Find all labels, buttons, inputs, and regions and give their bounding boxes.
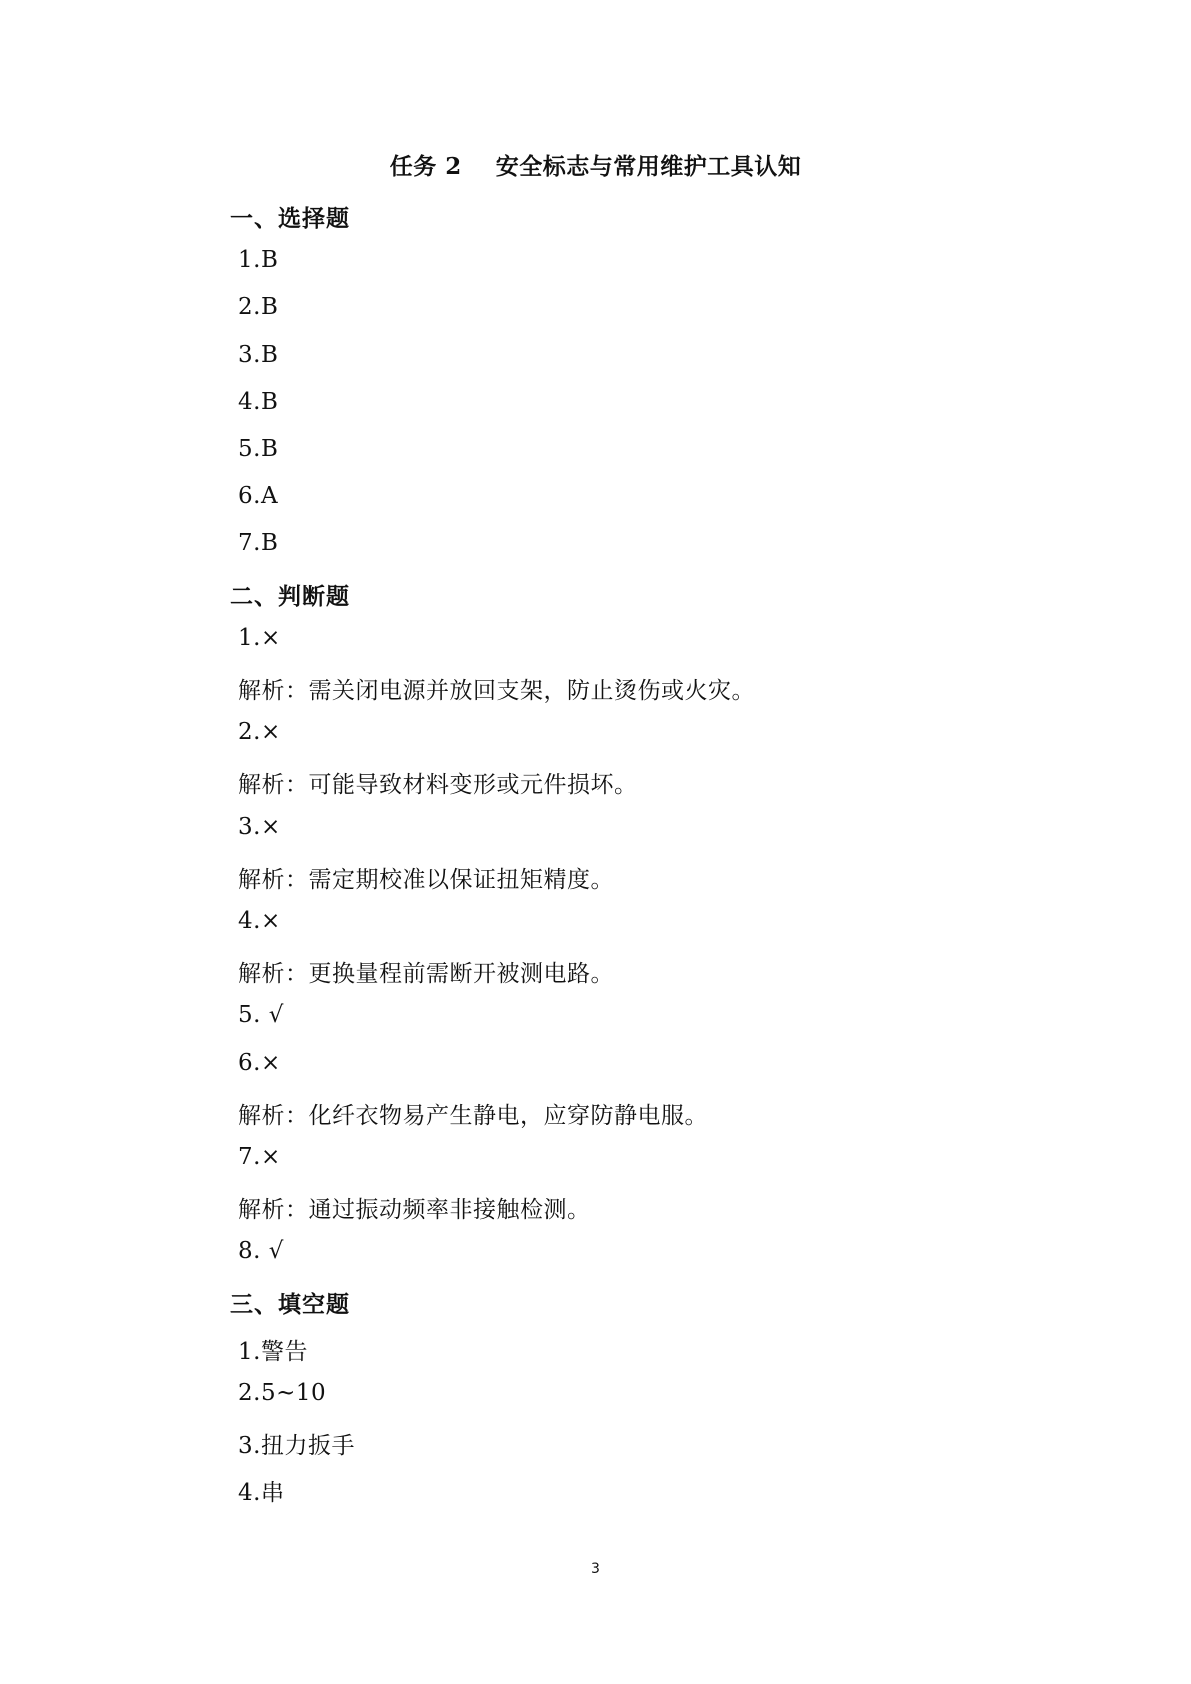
answer-line: 4.× — [238, 908, 281, 934]
section-heading: 二、判断题 — [230, 582, 350, 610]
answer-line: 2.× — [238, 719, 281, 746]
answer-line: 7.× — [238, 1144, 281, 1170]
answer-line: 7.B — [238, 530, 279, 557]
explanation-line: 解析：通过振动频率非接触检测。 — [238, 1197, 591, 1224]
answer-line: 2.5~10 — [238, 1380, 327, 1406]
explanation-line: 解析：化纤衣物易产生静电，应穿防静电服。 — [238, 1102, 708, 1129]
answer-line: 3.× — [238, 813, 281, 840]
answer-line: 5.B — [238, 436, 279, 462]
answer-line: 5. √ — [238, 1002, 284, 1029]
answer-line: 1.警告 — [238, 1338, 308, 1365]
answer-line: 2.B — [238, 294, 279, 321]
page-number: 3 — [591, 1561, 600, 1577]
page-title: 任务 2 安全标志与常用维护工具认知 — [389, 153, 802, 180]
section-heading: 一、选择题 — [230, 205, 350, 232]
explanation-line: 解析：更换量程前需断开被测电路。 — [238, 961, 614, 988]
section-heading: 三、填空题 — [230, 1290, 350, 1318]
answer-line: 1.B — [238, 247, 279, 274]
explanation-line: 解析：可能导致材料变形或元件损坏。 — [238, 772, 638, 799]
answer-line: 4.串 — [238, 1480, 285, 1507]
answer-line: 3.B — [238, 341, 279, 368]
answer-line: 6.× — [238, 1049, 281, 1076]
answer-line: 4.B — [238, 388, 279, 415]
answer-line: 6.A — [238, 483, 279, 510]
explanation-line: 解析：需定期校准以保证扭矩精度。 — [238, 866, 614, 893]
explanation-line: 解析：需关闭电源并放回支架，防止烫伤或火灾。 — [238, 678, 755, 704]
answer-line: 1.× — [238, 624, 281, 651]
answer-line: 8. √ — [238, 1238, 284, 1265]
answer-line: 3.扭力扳手 — [238, 1433, 355, 1460]
